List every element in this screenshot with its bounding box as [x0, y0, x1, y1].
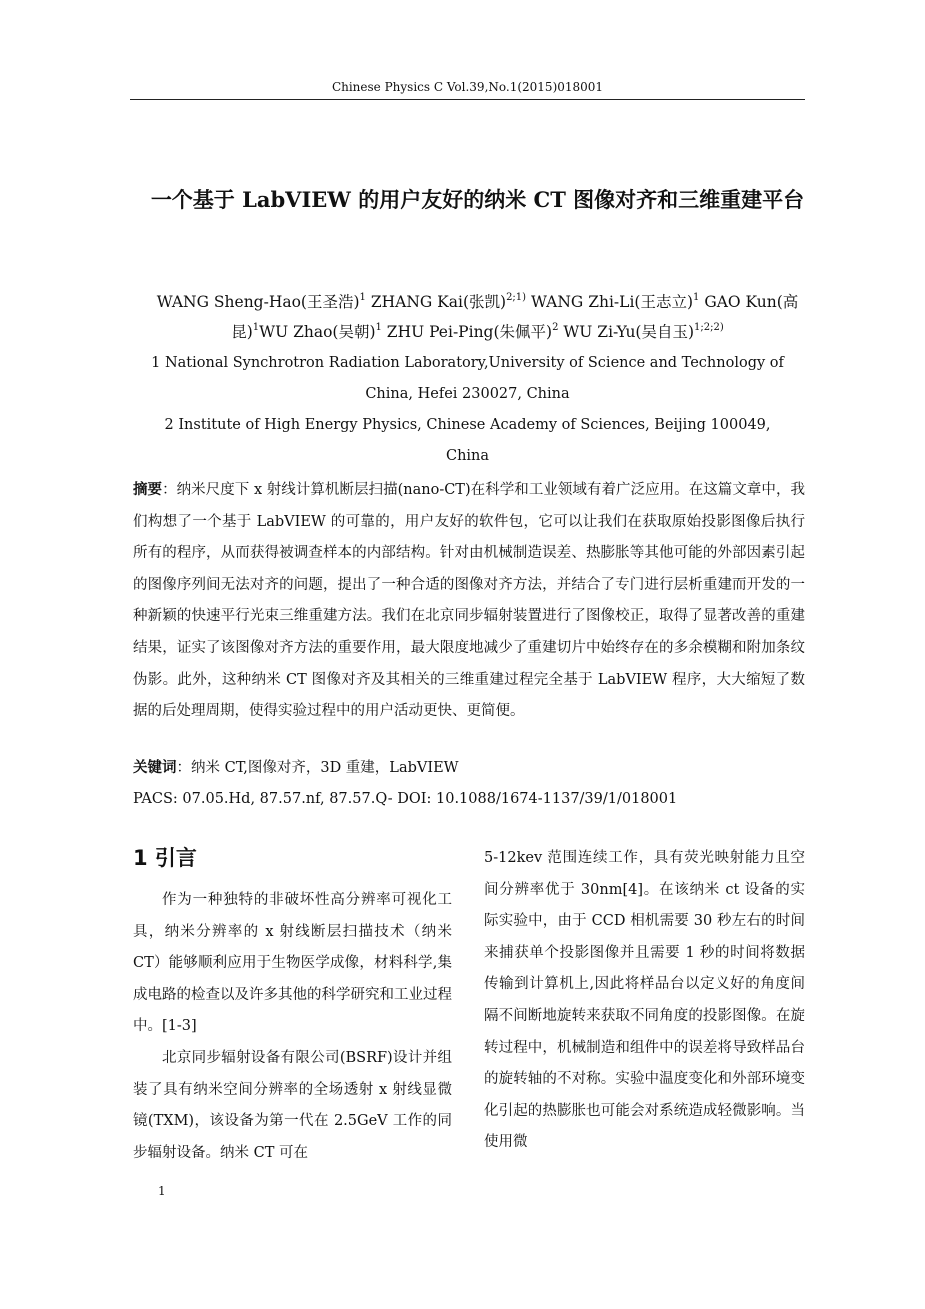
keywords — [133, 753, 805, 783]
affiliations — [150, 348, 785, 472]
paragraph: 5-12kev 范围连续工作，具有荧光映射能力且空间分辨率优于 30nm[4]。在该纳米 ct 设备的实际实验中，由于 CCD 相机需要 30 秒左右的时间来捕获单个投影图像并且需要 1 秒的时间将数据传输到计算机上,因此将样品台以定义好的角度间隔不间断地旋转来获取不同角度的投影图像。在旋转过程中，机械制造和组件中的误差将导致样品台的旋转轴的不对称。实验中温度变化和外部环境变化引起的热膨胀也可能会对系统造成轻微影响。当使用微 — [484, 850, 805, 1151]
pacs-doi: PACS: 07.05.Hd, 87.57.nf, 87.57.Q- DOI: 10.1088/1674-1137/39/1/018001 — [133, 791, 678, 807]
author-name: GAO Kun(高昆) — [231, 293, 799, 341]
body-left-column — [133, 885, 452, 1169]
page-number: 1 — [158, 1184, 166, 1198]
running-header: Chinese Physics C Vol.39,No.1(2015)018001 — [331, 80, 604, 94]
author-list — [150, 287, 805, 347]
abstract — [133, 474, 805, 728]
author-name: WANG Sheng-Hao(王圣浩) — [156, 293, 360, 311]
author-name: WU Zi-Yu(吴自玉) — [558, 323, 695, 341]
author-affil-mark: 1;2;2) — [694, 322, 724, 333]
author-affil-mark: 1 — [693, 292, 700, 303]
author-name: WANG Zhi-Li(王志立) — [526, 293, 694, 311]
body-right-column — [484, 843, 805, 1159]
paragraph: 北京同步辐射设备有限公司(BSRF)设计并组装了具有纳米空间分辨率的全场透射 x 射线显微镜(TXM)，该设备为第一代在 2.5GeV 工作的同步辐射设备。纳米 CT 可在 — [133, 1049, 452, 1161]
author-affil-mark: 2 — [552, 322, 559, 333]
author-affil-mark: 1 — [252, 322, 260, 333]
author-affil-mark: 1 — [359, 292, 366, 303]
affiliation-2: 2 Institute of High Energy Physics, Chinese Academy of Sciences, Beijing 100049, China — [164, 417, 771, 464]
author-name: WU Zhao(吴朝) — [259, 323, 376, 341]
header-rule — [130, 99, 805, 100]
author-name: ZHANG Kai(张凯) — [365, 293, 507, 311]
paragraph: 作为一种独特的非破坏性高分辨率可视化工具，纳米分辨率的 x 射线断层扫描技术（纳米 CT）能够顺利应用于生物医学成像，材料科学,集成电路的检查以及许多其他的科学研究和工业过程中。[1-3] — [133, 892, 452, 1035]
paper-title: 一个基于 LabVIEW 的用户友好的纳米 CT 图像对齐和三维重建平台 — [150, 187, 805, 212]
author-affil-mark: 1 — [375, 322, 382, 333]
section-heading: 1 引言 — [133, 846, 197, 870]
author-name: ZHU Pei-Ping(朱佩平) — [381, 323, 553, 341]
keywords-text: ：纳米 CT,图像对齐，3D 重建，LabVIEW — [176, 760, 459, 776]
affiliation-1: 1 National Synchrotron Radiation Laboratory,University of Science and Technology of China, Hefei 230027, China — [151, 355, 784, 402]
abstract-label: 摘要 — [133, 481, 163, 498]
abstract-text: ：纳米尺度下 x 射线计算机断层扫描(nano-CT)在科学和工业领域有着广泛应用。在这篇文章中，我们构想了一个基于 LabVIEW 的可靠的，用户友好的软件包，它可以让我们在获取原始投影图像后执行所有的程序，从而获得被调查样本的内部结构。针对由机械制造误差、热膨胀等其他可能的外部因素引起的图像序列间无法对齐的问题，提出了一种合适的图像对齐方法，并结合了专门进行层析重建而开发的一种新颖的快速平行光束三维重建方法。我们在北京同步辐射装置进行了图像校正，取得了显著改善的重建结果，证实了该图像对齐方法的重要作用，最大限度地减少了重建切片中始终存在的多余模糊和附加条纹伪影。此外，这种纳米 CT 图像对齐及其相关的三维重建过程完全基于 LabVIEW 程序，大大缩短了数据的后处理周期，使得实验过程中的用户活动更快、更简便。 — [133, 482, 805, 720]
keywords-label: 关键词 — [133, 759, 177, 776]
author-affil-mark: 2;1) — [506, 292, 527, 303]
